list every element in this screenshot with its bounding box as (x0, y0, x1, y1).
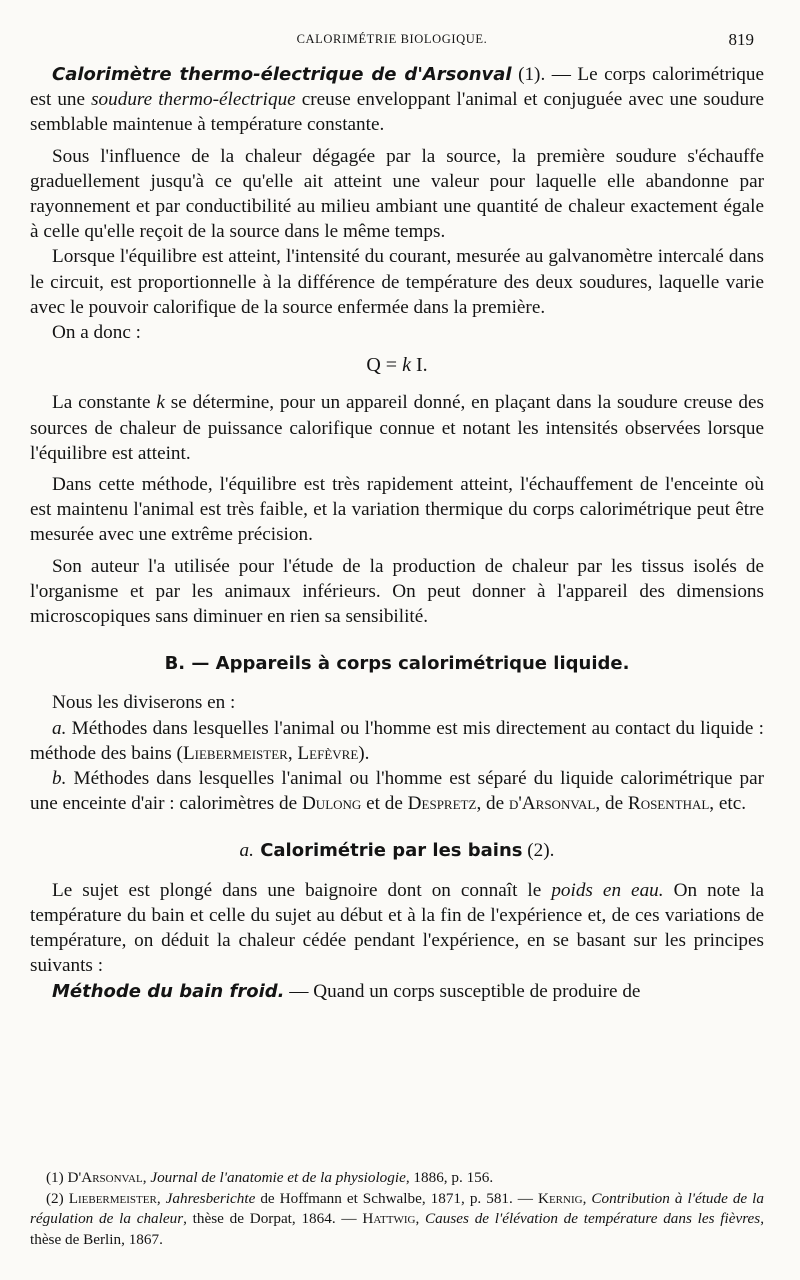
paragraph: Lorsque l'équilibre est atteint, l'intensité du courant, mesurée au galvanomètre intercalé dans le circuit, est proportionnelle à la différence de température des deux soudures, laquelle varie avec le pouvoir calorifique de la source enfermée dans la première. (30, 246, 764, 318)
paragraph: On a donc : (52, 322, 141, 344)
author-name: Lefèvre (297, 742, 359, 764)
list-item-a: a. Méthodes dans lesquelles l'animal ou l'homme est mis directement au contact du liquide : méthode des bains (Liebermeister, Lefèvre). (30, 717, 764, 764)
paragraph: Son auteur l'a utilisée pour l'étude de la production de chaleur par les tissus isolés de l'organisme et par les animaux inférieurs. On peut donner à l'appareil des dimensions microscopiques sans diminuer en rien sa sensibilité. (30, 555, 764, 628)
footnote-2: (2) Liebermeister, Jahresberichte de Hoffmann et Schwalbe, 1871, p. 581. — Kernig, Contribution à l'étude de la régulation de la chaleur, thèse de Dorpat, 1864. — Hattwig, Causes de l'élévation de température dans les fièvres, thèse de Berlin, 1867. (30, 1189, 765, 1248)
running-header (30, 30, 754, 52)
author-name: Dulong (301, 793, 362, 815)
section-heading-a: a. Calorimétrie par les bains (2). (239, 840, 555, 862)
paragraph: Sous l'influence de la chaleur dégagée par la source, la première soudure s'échauffe graduellement jusqu'à ce qu'elle ait atteint une valeur pour laquelle elle abandonne par rayonnement et par conductibilité au milieu ambiant une quantité de chaleur exactement égale à celle qu'elle reçoit de la source dans le même temps. (30, 145, 764, 243)
section-heading-b: B. — Appareils à corps calorimétrique liquide. (164, 653, 630, 675)
equation: Q = k I. (366, 354, 428, 377)
author-name: Liebermeister (182, 742, 288, 764)
page-number: 819 (728, 30, 754, 49)
running-title: CALORIMÉTRIE BIOLOGIQUE. (296, 32, 488, 46)
paragraph-cold-bath-method: Méthode du bain froid. — Quand un corps susceptible de produire de (52, 980, 641, 1002)
paragraph-title: Méthode du bain froid. (52, 980, 285, 1002)
footnote-ref: (1). (518, 64, 546, 85)
emphasis: poids en eau. (551, 879, 664, 901)
author-name: d'Arsonval (508, 793, 596, 815)
footnotes (30, 1168, 764, 1250)
paragraph: La constante k se détermine, pour un appareil donné, en plaçant dans la soudure creuse des sources de chaleur de puissance calorifique connue et notant les intensités observées lorsque l'équilibre est atteint. (30, 392, 764, 464)
paragraph: Le sujet est plongé dans une baignoire dont on connaît le poids en eau. On note la température du bain et celle du sujet au début et à la fin de l'expérience et, de ces variations de température, on déduit la chaleur cédée pendant l'expérience, en se basant sur les principes suivants : (30, 879, 765, 977)
author-name: Rosenthal (627, 793, 710, 815)
list-item-b: b. Méthodes dans lesquelles l'animal ou l'homme est séparé du liquide calorimétrique par une enceinte d'air : calorimètres de Dulong et de Despretz, de d'Arsonval, de Rosenthal, etc. (30, 768, 764, 815)
paragraph: Dans cette méthode, l'équilibre est très rapidement atteint, l'échauffement de l'enceinte où est maintenu l'animal est très faible, et la variation thermique du corps calorimétrique peut être mesurée avec une extrême précision. (30, 474, 764, 546)
main-text (30, 62, 764, 1004)
author-name: Despretz (407, 793, 477, 815)
emphasis: soudure thermo-électrique (91, 89, 296, 111)
paragraph-title: Calorimètre thermo-électrique de d'Arsonval (52, 64, 512, 85)
paragraph-darsonval-calorimeter: Calorimètre thermo-électrique de d'Arsonval (1). — Le corps calorimétrique est une soudure thermo-électrique creuse enveloppant l'animal et conjuguée avec une soudure semblable maintenue à température constante. (30, 64, 765, 136)
footnote-1: (1) D'Arsonval, Journal de l'anatomie et de la physiologie, 1886, p. 156. (46, 1169, 494, 1186)
paragraph: Nous les diviserons en : (52, 692, 236, 714)
